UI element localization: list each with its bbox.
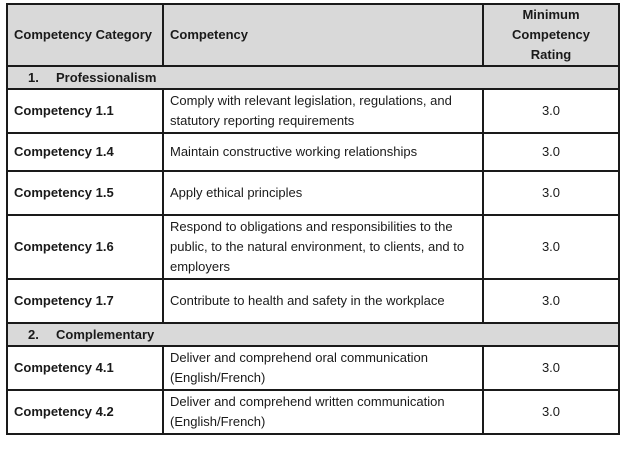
row-competency: Comply with relevant legislation, regulations, and statutory reporting requirements [163, 89, 483, 133]
section-number: 1. [28, 69, 39, 85]
row-rating: 3.0 [483, 133, 619, 171]
header-minimum-rating: Minimum Competency Rating [483, 4, 619, 66]
section-row-complementary [7, 323, 619, 346]
row-rating: 3.0 [483, 89, 619, 133]
section-title: Complementary [56, 326, 155, 342]
row-competency: Deliver and comprehend written communication (English/French) [163, 390, 483, 434]
row-category: Competency 4.1 [7, 346, 163, 390]
row-rating: 3.0 [483, 215, 619, 279]
row-category: Competency 4.2 [7, 390, 163, 434]
table-row [7, 133, 619, 171]
row-category: Competency 1.4 [7, 133, 163, 171]
table-row [7, 346, 619, 390]
row-rating: 3.0 [483, 171, 619, 215]
section-title: Professionalism [56, 69, 157, 85]
table-row [7, 171, 619, 215]
header-competency-category: Competency Category [7, 4, 163, 66]
row-competency: Deliver and comprehend oral communication (English/French) [163, 346, 483, 390]
row-category: Competency 1.6 [7, 215, 163, 279]
section-row-professionalism [7, 66, 619, 89]
row-competency: Contribute to health and safety in the workplace [163, 279, 483, 323]
row-category: Competency 1.7 [7, 279, 163, 323]
row-competency: Maintain constructive working relationships [163, 133, 483, 171]
competency-table [6, 3, 620, 435]
header-row [7, 4, 619, 66]
row-category: Competency 1.1 [7, 89, 163, 133]
row-competency: Apply ethical principles [163, 171, 483, 215]
header-competency: Competency [163, 4, 483, 66]
table-row [7, 279, 619, 323]
row-rating: 3.0 [483, 346, 619, 390]
row-category: Competency 1.5 [7, 171, 163, 215]
row-competency: Respond to obligations and responsibilities to the public, to the natural environment, to clients, and to employers [163, 215, 483, 279]
table-row [7, 390, 619, 434]
table-row [7, 215, 619, 279]
table-row [7, 89, 619, 133]
section-number: 2. [28, 326, 39, 342]
row-rating: 3.0 [483, 390, 619, 434]
row-rating: 3.0 [483, 279, 619, 323]
